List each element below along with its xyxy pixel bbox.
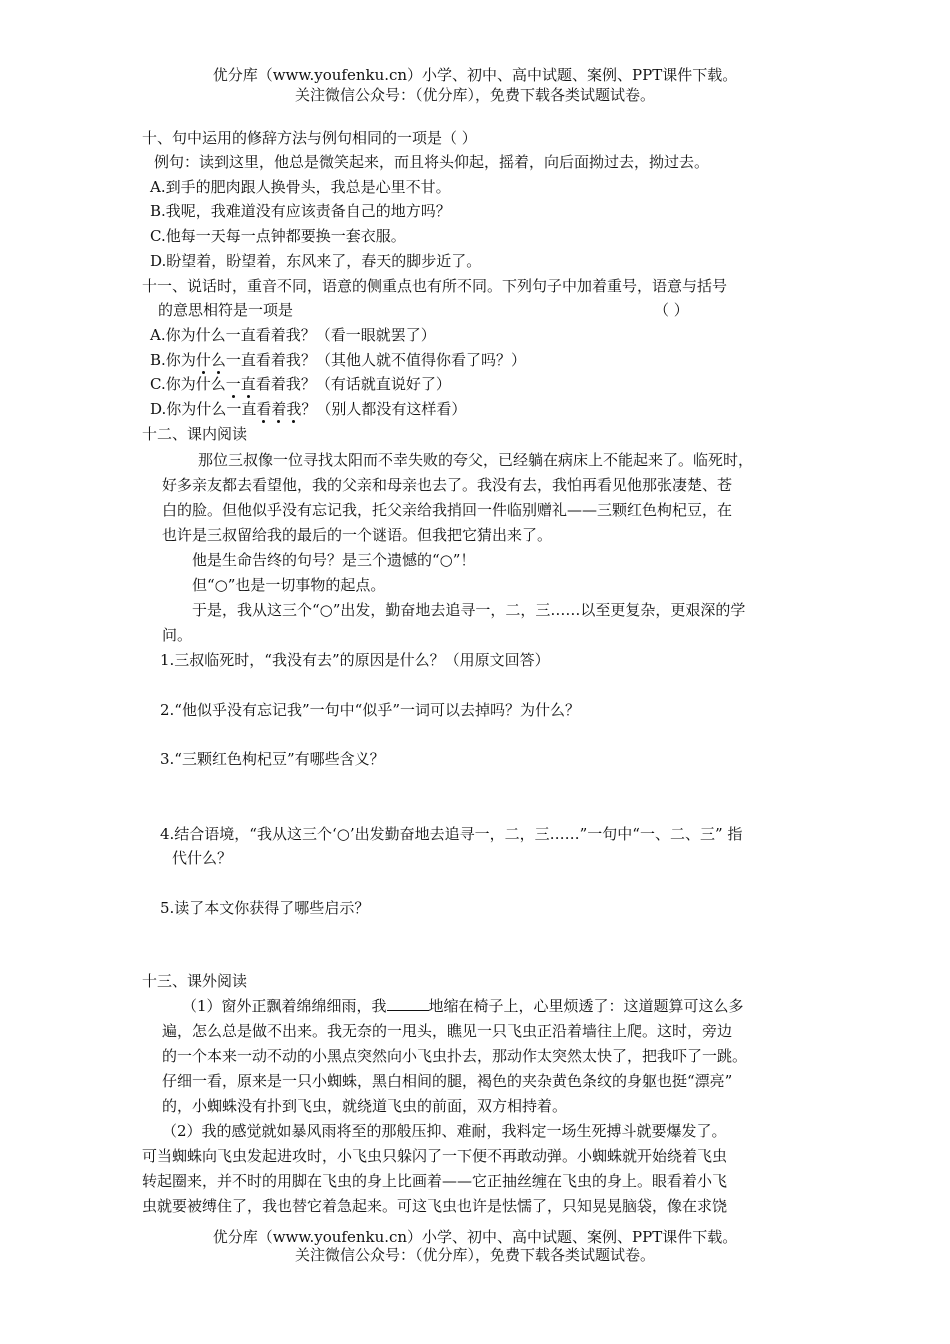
q13-para2-line: 转起圈来，并不时的用脚在飞虫的身上比画着——它正抽丝缠在飞虫的身上。眼看着小飞	[142, 1172, 728, 1190]
sentence-char: 我	[285, 375, 301, 393]
option-letter: D.	[150, 400, 167, 418]
sentence-char: 什	[195, 326, 211, 344]
q12-passage-line: 于是，我从这三个“○”出发，勤奋地去追寻一，二，三……以至更复杂，更艰深的学	[192, 601, 746, 619]
q10-option-c: C.他每一天每一点钟都要换一套衣服。	[150, 227, 406, 245]
q13-para1-line	[182, 996, 744, 1016]
sentence-char: 我	[285, 351, 301, 369]
q11-answer-paren: （ ）	[654, 301, 689, 319]
q12-title: 十二、课内阅读	[142, 425, 248, 443]
sentence-char: ？	[300, 375, 316, 393]
sentence-char: 你	[165, 351, 181, 369]
option-note: （别人都没有这样看）	[316, 400, 467, 418]
emphasis-dot-char: 我	[286, 400, 302, 418]
sentence-char: 一	[225, 351, 241, 369]
q12-question-4-cont: 代什么？	[172, 849, 233, 867]
sentence-char: 直	[240, 326, 256, 344]
emphasis-dot-char: 直	[240, 375, 256, 393]
page-header-line-1: 优分库（www.youfenku.cn）小学、初中、高中试题、案例、PPT课件下载。	[212, 66, 738, 84]
q13-para2-line: 可当蜘蛛向飞虫发起进攻时，小飞虫只躲闪了一下便不再敢动弹。小蜘蛛就开始绕着飞虫	[142, 1147, 728, 1165]
sentence-char: 着	[270, 351, 286, 369]
sentence-char: 为	[180, 326, 196, 344]
q13-para1-line: 的一个本来一动不动的小黑点突然向小飞虫扑去，那动作太突然太快了，把我吓了一跳。	[162, 1047, 748, 1065]
q10-option-d: D.盼望着，盼望着，东风来了，春天的脚步近了。	[150, 252, 482, 270]
q13-para1-line: 仔细一看，原来是一只小蜘蛛，黑白相间的腿，褐色的夹杂黄色条纹的身躯也挺“漂亮”	[162, 1072, 733, 1090]
q10-example: 例句：读到这里，他总是微笑起来，而且将头仰起，摇着，向后面拗过去，拗过去。	[154, 153, 710, 171]
q11-option-c	[150, 374, 451, 394]
option-note: （其他人就不值得你看了吗？）	[315, 351, 526, 369]
emphasis-dot-char: 一	[225, 375, 241, 393]
emphasis-dot-char: 看	[256, 400, 272, 418]
q12-question-2: 2.“他似乎没有忘记我”一句中“似乎”一词可以去掉吗？为什么？	[160, 701, 580, 719]
sentence-char: 为	[180, 351, 196, 369]
sentence-char: 我	[285, 326, 301, 344]
sentence-char: 为	[181, 400, 197, 418]
q13-para1-line: 遍，怎么总是做不出来。我无奈的一甩头，瞧见一只飞虫正沿着墙往上爬。这时，旁边	[162, 1022, 733, 1040]
para1-start: （1）窗外正飘着绵绵细雨，我	[182, 997, 387, 1015]
sentence-char: 直	[240, 351, 256, 369]
q11-option-d	[150, 399, 466, 419]
q13-title: 十三、课外阅读	[142, 972, 248, 990]
sentence-char: ？	[300, 326, 316, 344]
q12-question-4: 4.结合语境，“我从这三个‘○’出发勤奋地去追寻一，二，三……”一句中“一、二、三” 指	[160, 825, 743, 843]
q10-option-b: B.我呢，我难道没有应该责备自己的地方吗？	[150, 202, 451, 220]
q12-question-1: 1.三叔临死时，“我没有去”的原因是什么？（用原文回答）	[160, 651, 550, 669]
page-footer-line-1: 优分库（www.youfenku.cn）小学、初中、高中试题、案例、PPT课件下载。	[212, 1228, 738, 1246]
sentence-char: 什	[195, 375, 211, 393]
q12-passage-line: 好多亲友都去看望他，我的父亲和母亲也去了。我没有去，我怕再看见他那张凄楚、苍	[162, 476, 733, 494]
sentence-char: 着	[270, 326, 286, 344]
sentence-char: 直	[241, 400, 257, 418]
emphasis-dot-char: 么	[210, 351, 226, 369]
sentence-char: 么	[210, 326, 226, 344]
sentence-char: ？	[300, 351, 316, 369]
sentence-char: 看	[255, 351, 271, 369]
sentence-char: 么	[210, 375, 226, 393]
q12-passage-line: 问。	[162, 626, 193, 644]
q11-option-a	[150, 325, 436, 345]
option-letter: A.	[150, 326, 166, 344]
emphasis-dot-char: 什	[195, 351, 211, 369]
q11-stem-line-2: 的意思相符是一项是	[158, 301, 294, 319]
q13-para2-line: 虫就要被缚住了，我也替它着急起来。可这飞虫也许是怯懦了，只知晃晃脑袋，像在求饶	[142, 1197, 728, 1215]
sentence-char: ？	[301, 400, 317, 418]
sentence-char: 一	[225, 326, 241, 344]
q13-para1-line: 的，小蜘蛛没有扑到飞虫，就绕道飞虫的前面，双方相持着。	[162, 1097, 568, 1115]
page-header-line-2: 关注微信公众号：（优分库），免费下载各类试题试卷。	[294, 86, 655, 104]
option-note: （看一眼就罢了）	[315, 326, 436, 344]
q12-passage-line: 但“○”也是一切事物的起点。	[192, 576, 386, 594]
sentence-char: 你	[165, 375, 181, 393]
sentence-char: 着	[270, 375, 286, 393]
q12-passage-line: 那位三叔像一位寻找太阳而不幸失败的夸父，已经躺在病床上不能起来了。临死时，	[198, 451, 754, 469]
sentence-char: 一	[226, 400, 242, 418]
q12-question-3: 3.“三颗红色枸杞豆”有哪些含义？	[160, 750, 385, 768]
q12-passage-line: 白的脸。但他似乎没有忘记我，托父亲给我捎回一件临别赠礼——三颗红色枸杞豆，在	[162, 501, 733, 519]
para1-after-blank: 地缩在椅子上，心里烦透了：这道题算可这么多	[428, 997, 744, 1015]
q11-stem-line-1: 十一、说话时，重音不同，语意的侧重点也有所不同。下列句子中加着重号，语意与括号	[142, 277, 728, 295]
option-note: （有话就直说好了）	[315, 375, 451, 393]
sentence-char: 什	[196, 400, 212, 418]
q12-passage-line: 他是生命告终的句号？是三个遗憾的“○”！	[192, 551, 476, 569]
sentence-char: 看	[255, 375, 271, 393]
emphasis-dot-char: 着	[271, 400, 287, 418]
fill-in-blank[interactable]	[387, 996, 429, 1011]
sentence-char: 你	[166, 400, 182, 418]
q12-question-5: 5.读了本文你获得了哪些启示？	[160, 899, 370, 917]
page-footer-line-2: 关注微信公众号：（优分库），免费下载各类试题试卷。	[294, 1246, 655, 1264]
sentence-char: 么	[211, 400, 227, 418]
option-letter: B.	[150, 351, 166, 369]
sentence-char: 你	[165, 326, 181, 344]
sentence-char: 看	[255, 326, 271, 344]
sentence-char: 为	[180, 375, 196, 393]
q12-passage-line: 也许是三叔留给我的最后的一个谜语。但我把它猜出来了。	[162, 526, 553, 544]
q13-para2-line: （2）我的感觉就如暴风雨将至的那般压抑、难耐，我料定一场生死搏斗就要爆发了。	[162, 1122, 727, 1140]
q10-stem: 十、句中运用的修辞方法与例句相同的一项是（ ）	[142, 129, 477, 147]
option-letter: C.	[150, 375, 166, 393]
q11-option-b	[150, 350, 526, 370]
q10-option-a: A.到手的肥肉跟人换骨头，我总是心里不甘。	[150, 178, 451, 196]
